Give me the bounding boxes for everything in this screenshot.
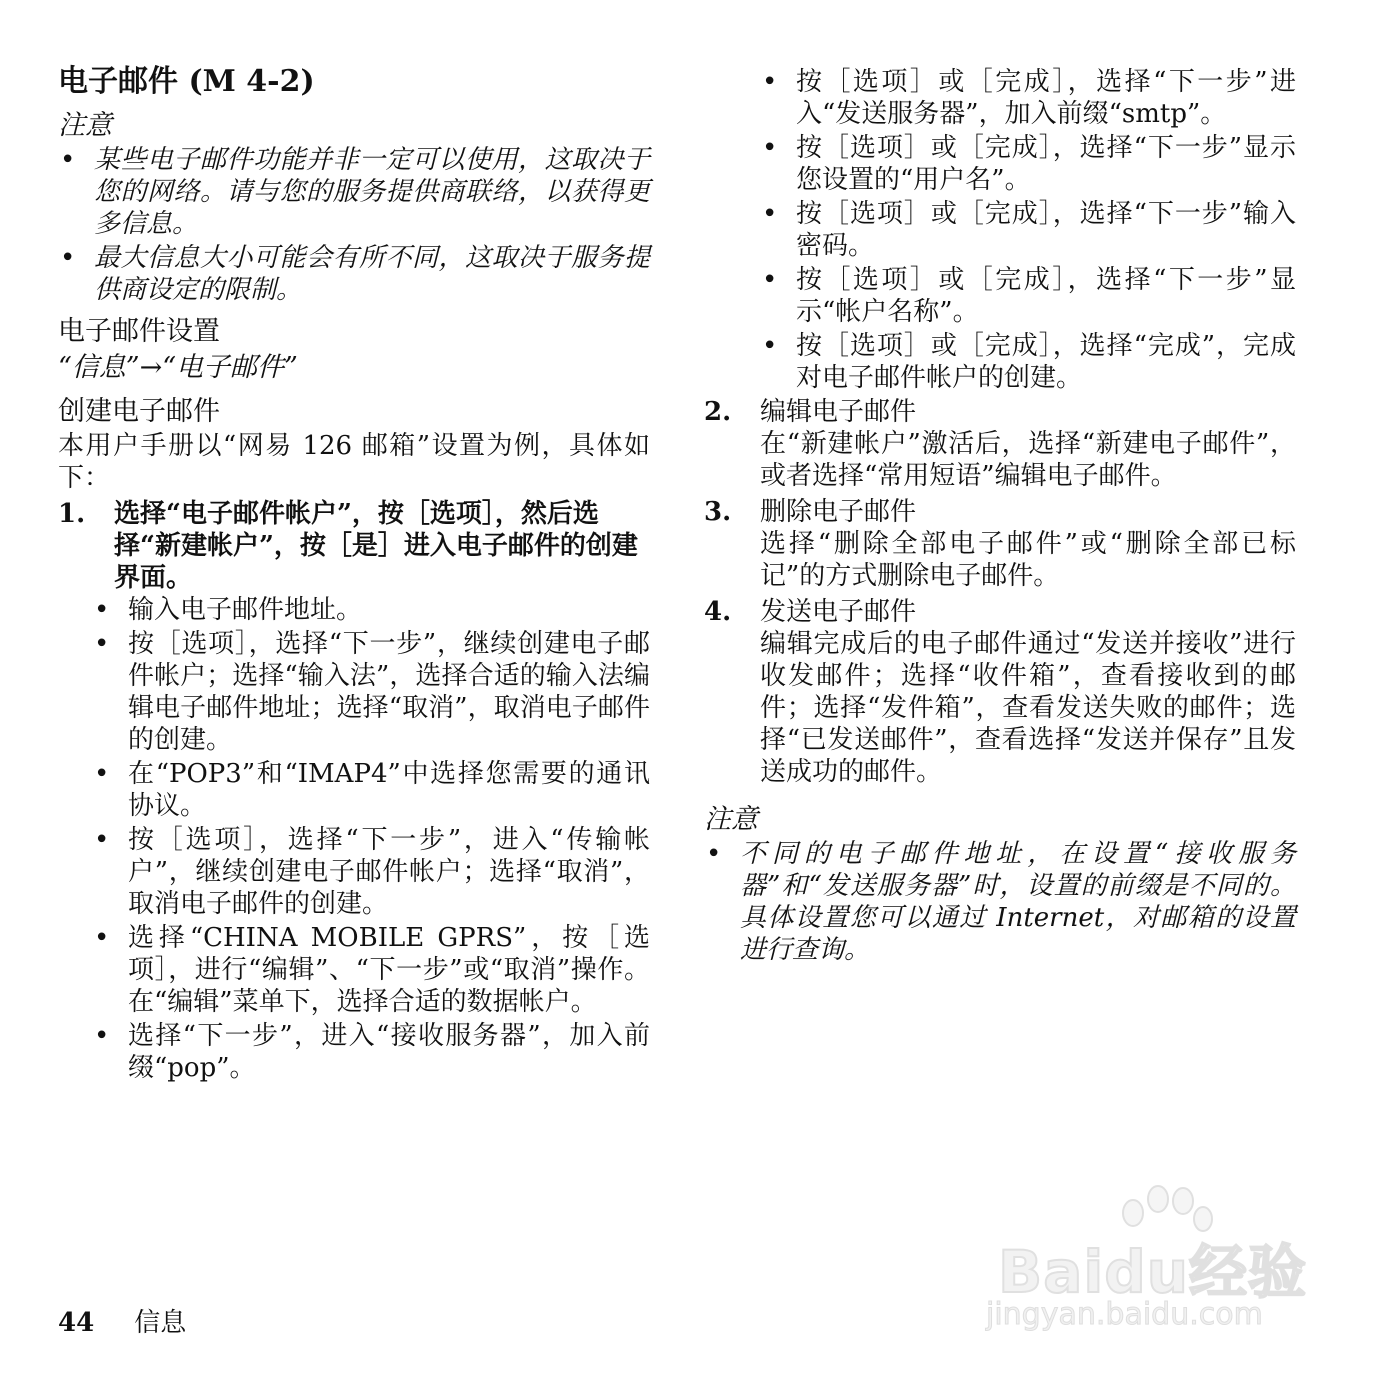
note-list bbox=[704, 838, 1296, 966]
step-number: 4. bbox=[704, 597, 732, 627]
create-intro: 本用户手册以“网易 126 邮箱”设置为例，具体如下： bbox=[58, 431, 650, 493]
list-item: • 按［选项］或［完成］，选择“下一步”显示“帐户名称”。 bbox=[760, 264, 1296, 328]
step-1-bullets bbox=[92, 594, 650, 1084]
left-column bbox=[58, 62, 650, 1088]
list-item: • 按［选项］或［完成］，选择“下一步”显示您设置的“用户名”。 bbox=[760, 132, 1296, 196]
step-body: 选择“删除全部电子邮件”或“删除全部已标记”的方式删除电子邮件。 bbox=[760, 529, 1296, 591]
step-number: 3. bbox=[704, 497, 732, 527]
step-2 bbox=[704, 396, 1296, 492]
list-item: • 某些电子邮件功能并非一定可以使用，这取决于您的网络。请与您的服务提供商联络，以获得更多信息。 bbox=[58, 144, 650, 240]
baidu-watermark bbox=[978, 1185, 1318, 1345]
watermark-url: jingyan.baidu.com bbox=[986, 1297, 1263, 1332]
step-1 bbox=[58, 498, 650, 1084]
step-body: 在“新建帐户”激活后，选择“新建电子邮件”，或者选择“常用短语”编辑电子邮件。 bbox=[760, 429, 1296, 491]
step-3 bbox=[704, 496, 1296, 592]
step-number: 1. bbox=[58, 499, 86, 529]
settings-path: “信息”→“电子邮件” bbox=[58, 352, 298, 383]
list-item: • 最大信息大小可能会有所不同，这取决于服务提供商设定的限制。 bbox=[58, 242, 650, 306]
step-title: 编辑电子邮件 bbox=[760, 397, 917, 427]
watermark-logo: Baidu经验 bbox=[998, 1238, 1308, 1306]
list-item: • 按［选项］或［完成］，选择“下一步”进入“发送服务器”，加入前缀“smtp”。 bbox=[760, 66, 1296, 130]
settings-heading: 电子邮件设置 bbox=[58, 316, 220, 347]
create-heading: 创建电子邮件 bbox=[58, 396, 220, 427]
note-list bbox=[58, 144, 650, 306]
footer-section: 信息 bbox=[134, 1308, 187, 1338]
step-title: 删除电子邮件 bbox=[760, 497, 917, 527]
list-item: • 按［选项］，选择“下一步”，继续创建电子邮件帐户；选择“输入法”，选择合适的输入法编辑电子邮件地址；选择“取消”，取消电子邮件的创建。 bbox=[92, 628, 650, 756]
step-4 bbox=[704, 596, 1296, 788]
note-heading: 注意 bbox=[58, 110, 112, 141]
list-item: • 不同的电子邮件地址，在设置“接收服务器”和“发送服务器”时，设置的前缀是不同的。具体设置您可以通过 Internet，对邮箱的设置进行查询。 bbox=[704, 838, 1296, 966]
page-number: 44 bbox=[58, 1308, 95, 1338]
step-title: 选择“电子邮件帐户”，按［选项］，然后选择“新建帐户”，按［是］进入电子邮件的创建界面。 bbox=[114, 499, 638, 593]
step-body: 编辑完成后的电子邮件通过“发送并接收”进行收发邮件；选择“收件箱”，查看接收到的邮件；选择“发件箱”，查看发送失败的邮件；选择“已发送邮件”，查看选择“发送并保存”且发送成功的邮件。 bbox=[760, 629, 1296, 787]
step-title: 发送电子邮件 bbox=[760, 597, 917, 627]
right-column bbox=[704, 66, 1296, 968]
note-heading: 注意 bbox=[704, 804, 758, 835]
continued-bullets bbox=[760, 66, 1296, 394]
list-item: • 按［选项］，选择“下一步”，进入“传输帐户”，继续创建电子邮件帐户；选择“取消”，取消电子邮件的创建。 bbox=[92, 824, 650, 920]
list-item: • 按［选项］或［完成］，选择“下一步”输入密码。 bbox=[760, 198, 1296, 262]
list-item: • 输入电子邮件地址。 bbox=[92, 594, 650, 626]
page-footer bbox=[58, 1302, 186, 1339]
list-item: • 选择“CHINA MOBILE GPRS”，按［选项］，进行“编辑”、“下一步”或“取消”操作。在“编辑”菜单下，选择合适的数据帐户。 bbox=[92, 922, 650, 1018]
step-number: 2. bbox=[704, 397, 732, 427]
list-item: • 按［选项］或［完成］，选择“完成”，完成对电子邮件帐户的创建。 bbox=[760, 330, 1296, 394]
list-item: • 选择“下一步”，进入“接收服务器”，加入前缀“pop”。 bbox=[92, 1020, 650, 1084]
page-title: 电子邮件 (M 4-2) bbox=[58, 64, 315, 99]
list-item: • 在“POP3”和“IMAP4”中选择您需要的通讯协议。 bbox=[92, 758, 650, 822]
